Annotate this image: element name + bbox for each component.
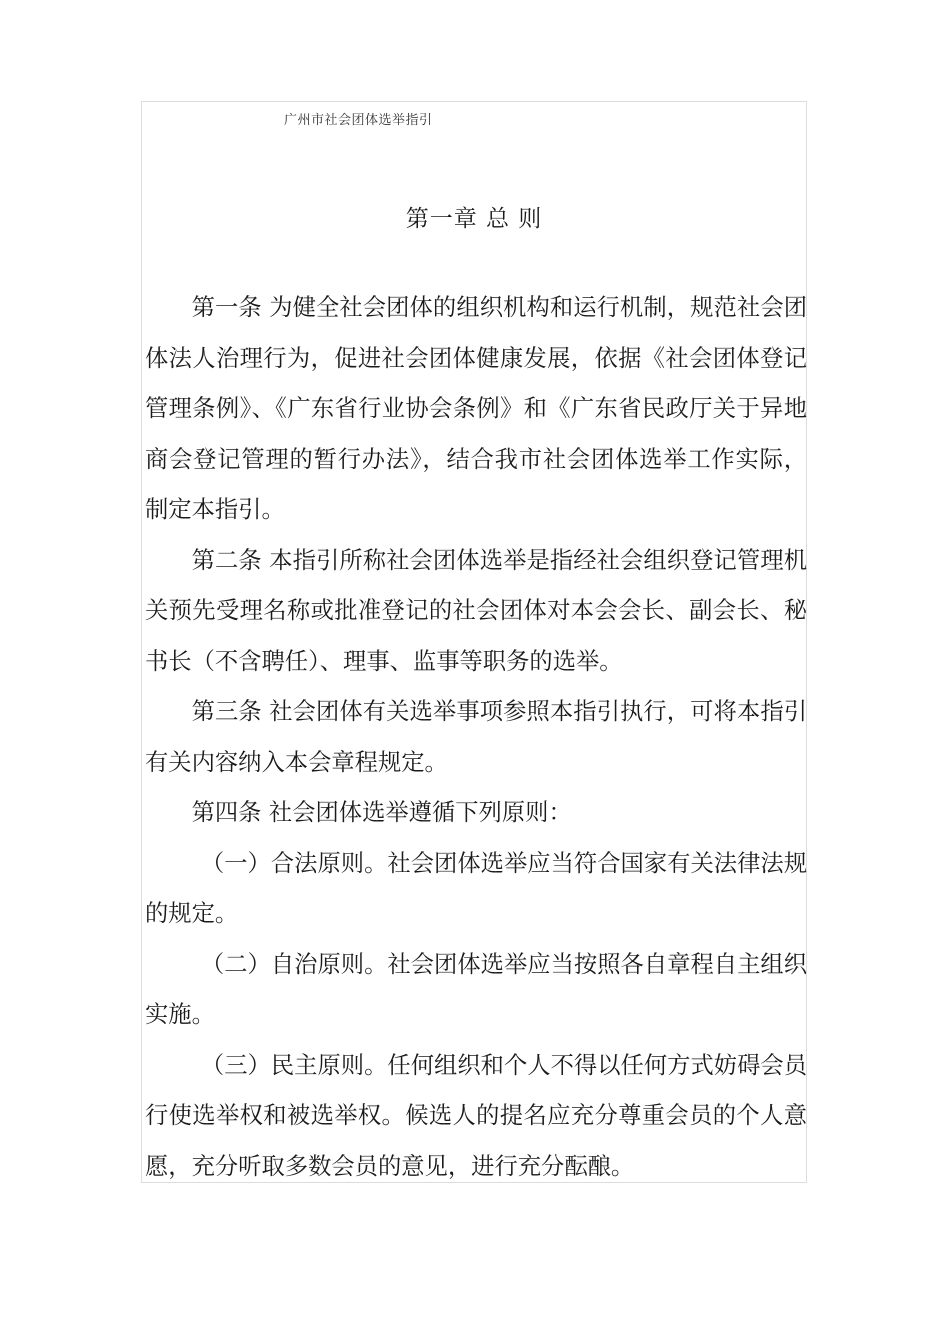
article-1: 第一条 为健全社会团体的组织机构和运行机制，规范社会团体法人治理行为，促进社会团体健康发展，依据《社会团体登记管理条例》、《广东省行业协会条例》和《广东省民政厅关于异地商会登记管理的暂行办法》，结合我市社会团体选举工作实际，制定本指引。 bbox=[145, 294, 807, 523]
principle-2: （二）自治原则。社会团体选举应当按照各自章程自主组织实施。 bbox=[145, 950, 807, 1028]
principle-3: （三）民主原则。任何组织和个人不得以任何方式妨碍会员行使选举权和被选举权。候选人的提名应充分尊重会员的个人意愿，充分听取多数会员的意见，进行充分酝酿。 bbox=[145, 1051, 807, 1180]
article-3: 第三条 社会团体有关选举事项参照本指引执行，可将本指引有关内容纳入本会章程规定。 bbox=[145, 698, 807, 776]
principle-1: （一）合法原则。社会团体选举应当符合国家有关法律法规的规定。 bbox=[145, 849, 807, 927]
article-2: 第二条 本指引所称社会团体选举是指经社会组织登记管理机关预先受理名称或批准登记的社会团体对本会会长、副会长、秘书长（不含聘任）、理事、监事等职务的选举。 bbox=[145, 546, 807, 675]
chapter-title: 第一章 总 则 bbox=[405, 206, 543, 232]
page-header: 广州市社会团体选举指引 bbox=[284, 113, 433, 128]
document-page bbox=[141, 101, 807, 1183]
document-body bbox=[145, 283, 807, 1192]
article-4: 第四条 社会团体选举遵循下列原则： bbox=[191, 799, 572, 826]
